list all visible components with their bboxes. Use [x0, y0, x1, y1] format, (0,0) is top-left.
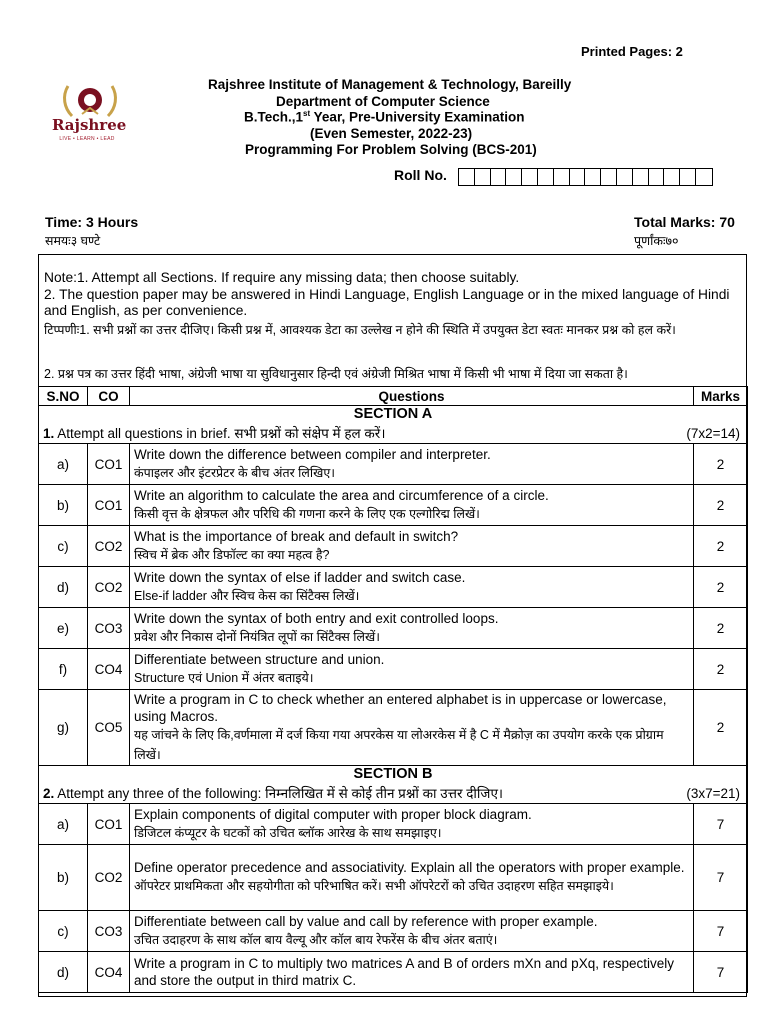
- question-hindi: प्रवेश और निकास दोनों नियंत्रित लूपों का सिंटैक्स लिखें।: [134, 629, 380, 644]
- question-marks: 7: [694, 845, 748, 911]
- question-hindi: यह जांचने के लिए कि,वर्णमाला में दर्ज किया गया अपरकेस या लोअरकेस में है C में मैक्रोज़ का उपयोग करके एक प्रोग्राम लिखें।: [134, 727, 664, 762]
- question-hindi: Structure एवं Union में अंतर बताइये।: [134, 670, 314, 685]
- section-b-marks-scheme: (3x7=21): [686, 785, 740, 801]
- question-text: [130, 444, 694, 485]
- question-marks: 2: [694, 567, 748, 608]
- department-name: Department of Computer Science: [276, 94, 490, 109]
- question-row: [39, 690, 748, 766]
- questions-table: [38, 386, 748, 993]
- question-english: Write down the syntax of else if ladder and switch case.: [134, 569, 466, 585]
- section-b-title: SECTION B: [39, 766, 748, 784]
- question-number: d): [39, 567, 88, 608]
- section-b-instruction-row: [39, 783, 748, 804]
- header-sno: S.NO: [39, 387, 88, 406]
- question-number: c): [39, 526, 88, 567]
- question-english: Differentiate between call by value and call by reference with proper example.: [134, 913, 598, 929]
- course-outcome: CO1: [88, 444, 130, 485]
- question-text: [130, 911, 694, 952]
- question-row: [39, 567, 748, 608]
- note-line-1: Note:1. Attempt all Sections. If require any missing data; then choose suitably.: [44, 270, 520, 285]
- question-text: [130, 845, 694, 911]
- question-row: [39, 911, 748, 952]
- question-row: [39, 649, 748, 690]
- question-english: Write a program in C to check whether an entered alphabet is in uppercase or lowercase, using Macros.: [134, 691, 667, 724]
- question-hindi: उचित उदाहरण के साथ कॉल बाय वैल्यू और कॉल बाय रेफरेंस के बीच अंतर बताएं।: [134, 932, 498, 947]
- question-marks: 2: [694, 649, 748, 690]
- question-number: a): [39, 444, 88, 485]
- question-number: g): [39, 690, 88, 766]
- course-outcome: CO2: [88, 567, 130, 608]
- question-hindi: स्विच में ब्रेक और डिफॉल्ट का क्या महत्व है?: [134, 547, 330, 562]
- question-number: b): [39, 485, 88, 526]
- question-row: [39, 804, 748, 845]
- question-text: [130, 690, 694, 766]
- question-english: Explain components of digital computer with proper block diagram.: [134, 806, 532, 822]
- header-questions: Questions: [130, 387, 694, 406]
- question-number: d): [39, 952, 88, 993]
- table-header-row: [39, 387, 748, 406]
- semester: (Even Semester, 2022-23): [310, 126, 473, 141]
- question-hindi: डिजिटल कंप्यूटर के घटकों को उचित ब्लॉक आरेख के साथ समझाइए।: [134, 825, 442, 840]
- question-text: [130, 804, 694, 845]
- question-english: Write down the difference between compiler and interpreter.: [134, 446, 491, 462]
- question-english: Write a program in C to multiply two matrices A and B of orders mXn and pXq, respectively and store the output in third matrix C.: [134, 956, 674, 988]
- section-a-instruction-row: [39, 423, 748, 444]
- roll-label: Roll No.: [394, 167, 447, 183]
- question-text: [130, 485, 694, 526]
- header-co: CO: [88, 387, 130, 406]
- section-a-title-row: [39, 406, 748, 424]
- course-outcome: CO1: [88, 485, 130, 526]
- question-row: [39, 526, 748, 567]
- header-marks: Marks: [694, 387, 748, 406]
- question-hindi: किसी वृत्त के क्षेत्रफल और परिधि की गणना करने के लिए एक एल्गोरिद्म लिखें।: [134, 506, 480, 521]
- roll-number-boxes[interactable]: [458, 168, 713, 186]
- note-hindi-1: टिप्पणीः1. सभी प्रश्नों का उत्तर दीजिए। किसी प्रश्न में, आवश्यक डेटा का उल्लेख न होने की स्थिति में उपयुक्त डेटा स्वतः मानकर प्रश्न को हल करें।: [44, 323, 676, 337]
- logo-emblem-icon: [50, 80, 130, 120]
- question-text: [130, 608, 694, 649]
- question-english: Write down the syntax of both entry and exit controlled loops.: [134, 610, 499, 626]
- question-row: [39, 485, 748, 526]
- question-marks: 7: [694, 911, 748, 952]
- question-number: b): [39, 845, 88, 911]
- question-marks: 2: [694, 526, 748, 567]
- section-b-instruction: 2. Attempt any three of the following: निम्नलिखित में से कोई तीन प्रश्नों का उत्तर दीजिए।: [43, 785, 504, 801]
- question-row: [39, 952, 748, 993]
- logo-brand-text: Rajshree: [52, 116, 127, 134]
- note-hindi-2: 2. प्रश्न पत्र का उत्तर हिंदी भाषा, अंग्रेजी भाषा या सुविधानुसार हिन्दी एवं अंग्रेजी मिश्रित भाषा में किसी भी भाषा में दिया जा सकता है।: [44, 367, 628, 381]
- question-hindi: Else-if ladder और स्विच केस का सिंटैक्स लिखें।: [134, 588, 360, 603]
- course-outcome: CO3: [88, 911, 130, 952]
- course-outcome: CO4: [88, 952, 130, 993]
- question-number: c): [39, 911, 88, 952]
- question-text: [130, 567, 694, 608]
- time-english: Time: 3 Hours: [45, 214, 139, 230]
- section-a-marks-scheme: (7x2=14): [686, 425, 740, 441]
- institute-name: Rajshree Institute of Management & Technology, Bareilly: [208, 77, 572, 92]
- question-number: a): [39, 804, 88, 845]
- section-a-instruction: 1. Attempt all questions in brief. सभी प्रश्नों को संक्षेप में हल करें।: [43, 425, 386, 441]
- institute-logo: [50, 80, 130, 154]
- question-marks: 2: [694, 608, 748, 649]
- question-marks: 2: [694, 485, 748, 526]
- subject-title: Programming For Problem Solving (BCS-201): [245, 142, 537, 157]
- course-outcome: CO3: [88, 608, 130, 649]
- question-hindi: ऑपरेटर प्राथमिकता और सहयोगीता को परिभाषित करें। सभी ऑपरेटरों को उचित उदाहरण सहित समझाइये।: [134, 879, 614, 893]
- question-text: [130, 649, 694, 690]
- section-b-title-row: [39, 766, 748, 784]
- time-hindi: समयः३ घण्टे: [45, 234, 101, 248]
- question-row: [39, 444, 748, 485]
- question-marks: 7: [694, 804, 748, 845]
- course-title: B.Tech.,1st Year, Pre-University Examination: [244, 109, 525, 125]
- question-english: What is the importance of break and default in switch?: [134, 528, 459, 544]
- question-row: [39, 845, 748, 911]
- course-outcome: CO1: [88, 804, 130, 845]
- course-outcome: CO2: [88, 845, 130, 911]
- question-number: f): [39, 649, 88, 690]
- question-marks: 7: [694, 952, 748, 993]
- question-marks: 2: [694, 444, 748, 485]
- logo-tagline: LIVE • LEARN • LEAD: [59, 136, 115, 142]
- question-number: e): [39, 608, 88, 649]
- question-row: [39, 608, 748, 649]
- question-text: [130, 526, 694, 567]
- question-hindi: कंपाइलर और इंटरप्रेटर के बीच अंतर लिखिए।: [134, 465, 336, 480]
- total-marks-english: Total Marks: 70: [634, 214, 735, 230]
- question-text: [130, 952, 694, 993]
- question-english: Define operator precedence and associativity. Explain all the operators with proper example.: [134, 860, 685, 875]
- question-english: Differentiate between structure and union.: [134, 651, 385, 667]
- section-a-title: SECTION A: [39, 406, 748, 424]
- course-outcome: CO5: [88, 690, 130, 766]
- total-marks-hindi: पूर्णांकः७०: [634, 234, 679, 248]
- note-line-2: 2. The question paper may be answered in Hindi Language, English Language or in the mixed language of Hindi and English, as per convenience.: [44, 287, 730, 318]
- course-outcome: CO2: [88, 526, 130, 567]
- course-outcome: CO4: [88, 649, 130, 690]
- question-marks: 2: [694, 690, 748, 766]
- question-english: Write an algorithm to calculate the area and circumference of a circle.: [134, 487, 549, 503]
- printed-pages: Printed Pages: 2: [581, 44, 683, 59]
